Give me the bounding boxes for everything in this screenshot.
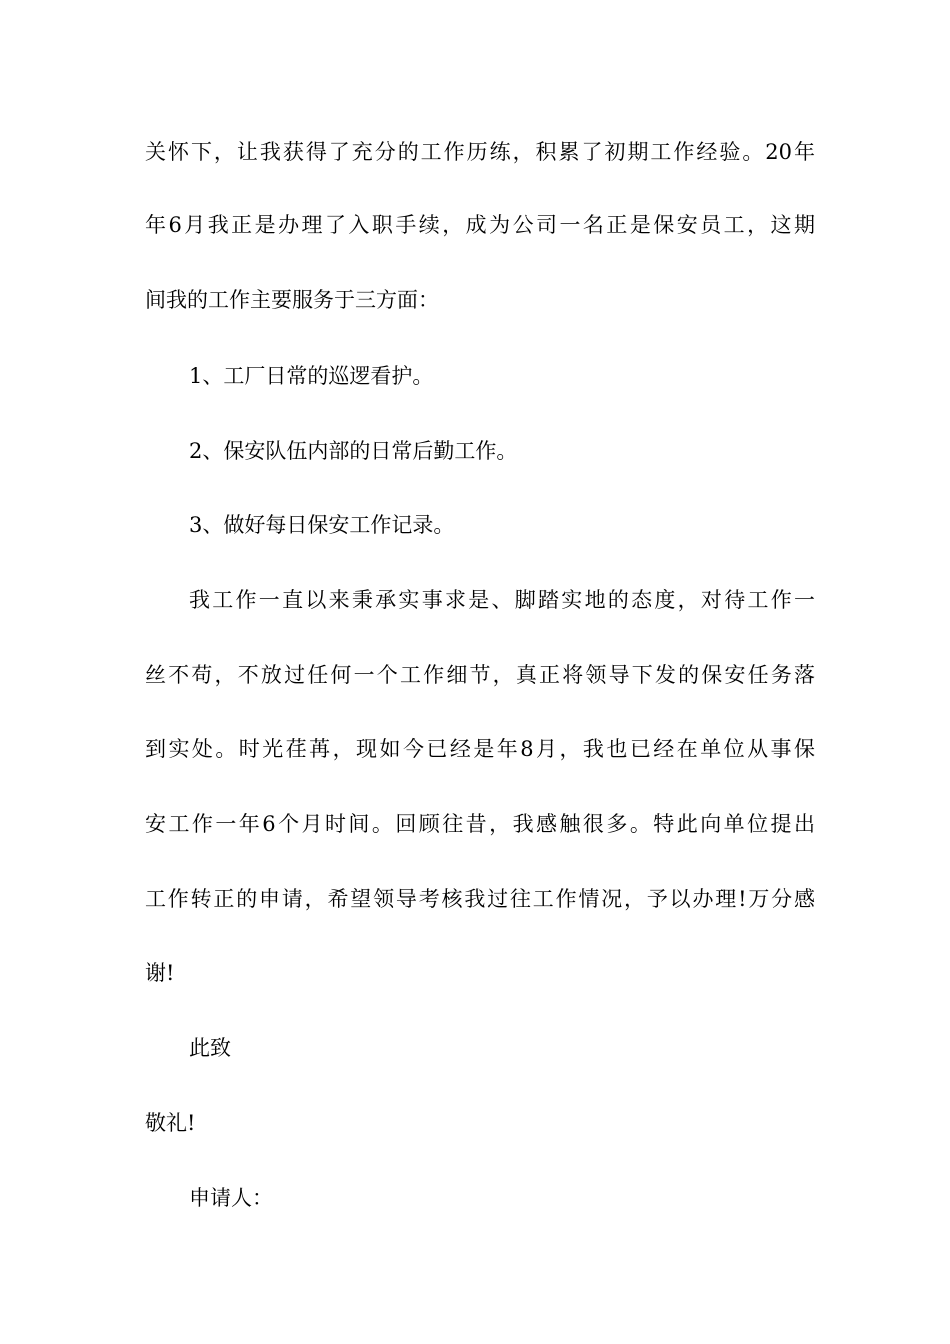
body-text-line-7: 我工作一直以来秉承实事求是、脚踏实地的态度，对待工作一 [189,588,815,612]
body-text-line-9: 到实处。时光荏苒，现如今已经是年8月，我也已经在单位从事保 [145,737,815,761]
body-text-line-8: 丝不苟，不放过任何一个工作细节，真正将领导下发的保安任务落 [145,663,815,687]
list-item-1: 1、工厂日常的巡逻看护。 [189,364,434,388]
applicant-label: 申请人： [189,1186,273,1210]
closing-respect: 敬礼! [145,1111,196,1135]
body-text-line-1: 关怀下，让我获得了充分的工作历练，积累了初期工作经验。20年 [145,140,815,164]
list-item-2: 2、保安队伍内部的日常后勤工作。 [189,439,518,463]
closing-salutation: 此致 [189,1036,231,1060]
list-item-3: 3、做好每日保安工作记录。 [189,513,455,537]
body-text-line-3: 间我的工作主要服务于三方面： [145,288,439,312]
body-text-line-10: 安工作一年6个月时间。回顾往昔，我感触很多。特此向单位提出 [145,812,815,836]
body-text-line-11: 工作转正的申请，希望领导考核我过往工作情况，予以办理!万分感 [145,887,815,911]
body-text-line-2: 年6月我正是办理了入职手续，成为公司一名正是保安员工，这期 [145,213,815,237]
body-text-line-12: 谢! [145,961,175,985]
